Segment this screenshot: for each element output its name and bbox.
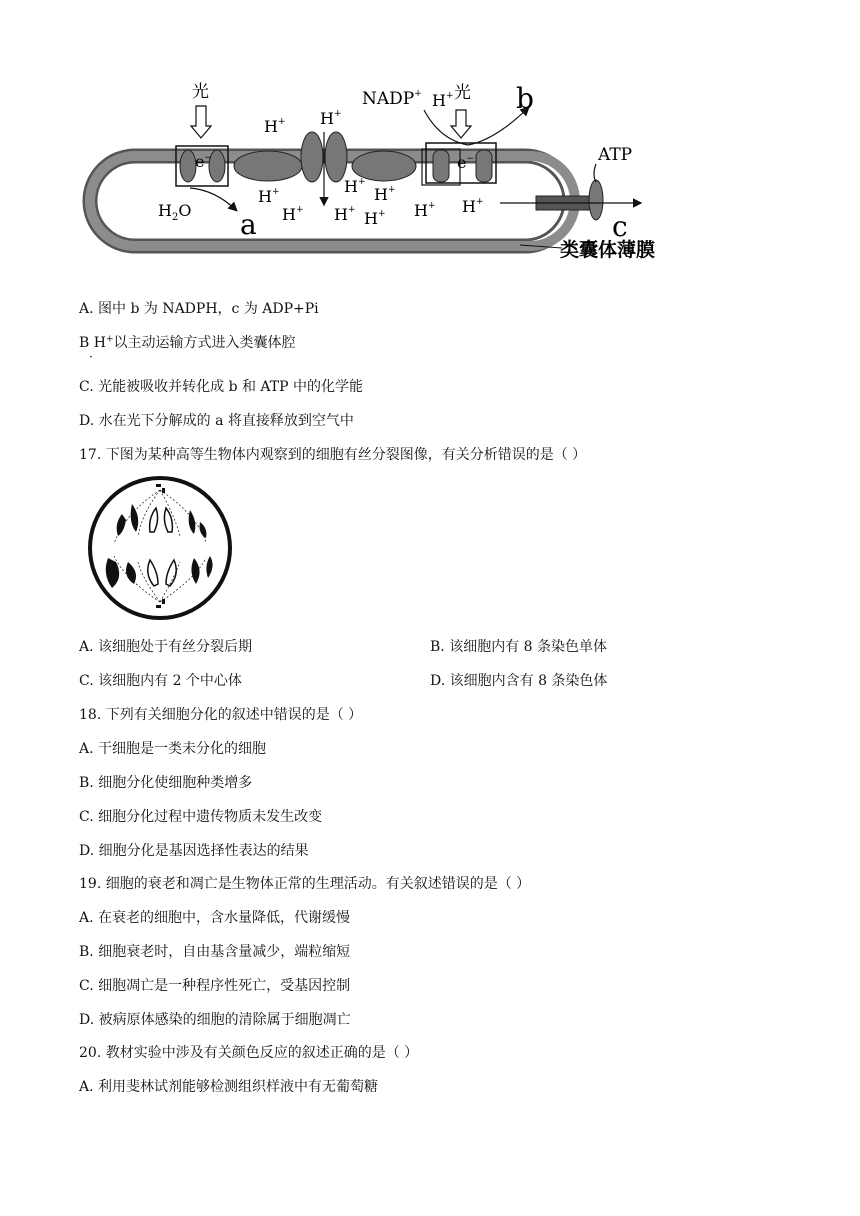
nadp-label: NADP+ bbox=[362, 89, 422, 109]
thylakoid-diagram bbox=[0, 0, 860, 280]
q20-option-a: A. 利用斐林试剂能够检测组织样液中有无葡萄糖 bbox=[79, 1079, 379, 1095]
h-label-1: H+ bbox=[264, 117, 286, 136]
q17-option-d: D. 该细胞内含有 8 条染色体 bbox=[430, 673, 608, 689]
carrier-1 bbox=[234, 151, 302, 181]
q16-option-b-sup: + bbox=[105, 334, 114, 345]
q18-option-d: D. 细胞分化是基因选择性表达的结果 bbox=[79, 843, 309, 859]
h-label-6: H+ bbox=[374, 185, 396, 204]
q19-option-b: B. 细胞衰老时，自由基含量减少，端粒缩短 bbox=[79, 944, 351, 960]
q18-stem: 18. 下列有关细胞分化的叙述中错误的是（ ） bbox=[79, 707, 363, 723]
q20-stem: 20. 教材实验中涉及有关颜色反应的叙述正确的是（ ） bbox=[79, 1045, 419, 1061]
carrier-2 bbox=[301, 132, 323, 182]
carrier-3 bbox=[325, 132, 347, 182]
q16-option-b bbox=[79, 334, 296, 352]
q17-option-a: A. 该细胞处于有丝分裂后期 bbox=[79, 639, 253, 655]
h-label-9: H+ bbox=[414, 201, 436, 220]
label-b: b bbox=[516, 82, 534, 115]
electron-left: e− bbox=[195, 152, 213, 171]
option-b-dot: · bbox=[89, 350, 93, 364]
q19-option-d: D. 被病原体感染的细胞的清除属于细胞凋亡 bbox=[79, 1012, 351, 1028]
atp-label: ATP bbox=[598, 145, 633, 165]
h-label-7: H+ bbox=[334, 205, 356, 224]
q17-option-b: B. 该细胞内有 8 条染色单体 bbox=[430, 639, 607, 655]
q19-option-a: A. 在衰老的细胞中，含水量降低，代谢缓慢 bbox=[79, 910, 351, 926]
q16-option-b-text: 以主动运输方式进入类囊体腔 bbox=[113, 335, 296, 351]
label-a: a bbox=[240, 208, 257, 241]
q18-option-b: B. 细胞分化使细胞种类增多 bbox=[79, 775, 253, 791]
q18-option-a: A. 干细胞是一类未分化的细胞 bbox=[79, 741, 267, 757]
label-c: c bbox=[612, 210, 628, 243]
q17-option-c: C. 该细胞内有 2 个中心体 bbox=[79, 673, 242, 689]
q16-option-d: D. 水在光下分解成的 a 将直接释放到空气中 bbox=[79, 413, 354, 429]
q19-option-c: C. 细胞凋亡是一种程序性死亡，受基因控制 bbox=[79, 978, 351, 994]
q16-option-c: C. 光能被吸收并转化成 b 和 ATP 中的化学能 bbox=[79, 379, 363, 395]
q16-option-b-prefix: B H bbox=[79, 335, 106, 351]
h-label-top-right: H+ bbox=[432, 91, 454, 110]
q17-stem: 17. 下图为某种高等生物体内观察到的细胞有丝分裂图像，有关分析错误的是（ ） bbox=[79, 447, 587, 463]
h-label-8: H+ bbox=[364, 209, 386, 228]
h-label-3: H+ bbox=[258, 187, 280, 206]
electron-right: e− bbox=[457, 153, 475, 172]
h-label-4: H+ bbox=[282, 205, 304, 224]
light-label-left: 光 bbox=[192, 82, 209, 102]
q18-option-c: C. 细胞分化过程中遗传物质未发生改变 bbox=[79, 809, 323, 825]
h2o-label: $H_2O$ bbox=[158, 201, 192, 223]
h-label-10: H+ bbox=[462, 197, 484, 216]
light-arrow-left bbox=[191, 106, 211, 138]
mitosis-cell-figure bbox=[84, 474, 244, 622]
membrane-label: 类囊体薄膜 bbox=[560, 239, 656, 261]
h-label-2: H+ bbox=[320, 109, 342, 128]
h-label-5: H+ bbox=[344, 177, 366, 196]
light-arrow-right bbox=[451, 110, 471, 138]
light-label-right: 光 bbox=[454, 83, 471, 103]
q16-option-a: A. 图中 b 为 NADPH，c 为 ADP+Pi bbox=[79, 301, 319, 317]
q19-stem: 19. 细胞的衰老和凋亡是生物体正常的生理活动。有关叙述错误的是（ ） bbox=[79, 876, 531, 892]
